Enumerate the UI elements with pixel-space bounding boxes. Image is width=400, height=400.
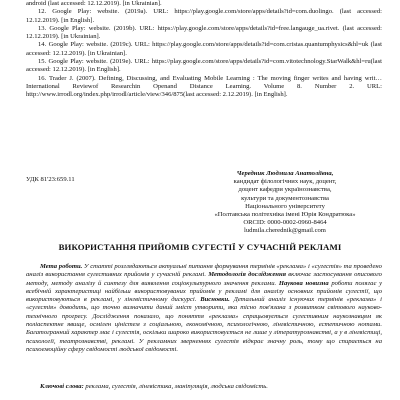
author-orcid: ORCID: 0000-0002-0960-8464 [243,219,327,227]
article-title: ВИКОРИСТАННЯ ПРИЙОМІВ СУГЕСТІЇ У СУЧАСНІЙ РЕКЛАМІ [58,242,342,252]
reference-item: 16. Trader J. (2007). Defining, Discussing, and Evaluating Mobile Learning : The moving finger writes and having writ… International Reviewof Researchin Openand Distance Learning. Volume 8. Number 2. URL: http://www.irrodl.org/index.php/irrodl/article/view/346/875(last accessed: 2.12.2019). [in English]. [26,74,382,99]
reference-item: 13. Google Play: website. (2019b). URL: https://play.google.com/store/apps/details?id=free.langauge_ua.rivet. (last accessed: 12.12.2019). [in Ukrainian]. [26,24,382,41]
keywords-text: реклама, сугестія, лінгвістика, маніпуляція, людська свідомість. [83,383,268,390]
author-degree: кандидат філологічних наук, доцент, [233,178,337,186]
reference-list [26,0,382,100]
abstract-method-text: включає застосування описового методу, методу аналізу й синтезу для виявлення соціокультурного значення реклами. [26,271,382,287]
udk-code: УДК 81'23:659.11 [26,176,75,183]
author-university-name: «Полтавська політехніка імені Юрія Кондратюка» [214,211,356,219]
author-name: Чередник Людмила Анатоліївна, [236,170,334,177]
abstract-novelty-text: роботи полягає у всебічній характеристиці найбільш використовуваних прийомів у рекламі для аналізу основних прийомів сугестії, що використовуються в рекламі, у лінгвістичному дискурсі. [26,279,383,304]
author-department: культури та документознавства [241,194,329,202]
author-block [200,170,370,236]
abstract-conclusions-text: Детальний аналіз існуючих термінів «реклама» і «сугестія» доводить, що точно визначити даний зміст утворити, яка тісно пов'язана з розвитком світового науково-технічного прогресу. Дослідження показало, що поняття «реклама» спрацьовується сугестивним наукознавцям як поліаспектне явище, осмілен ціністем з соціальною, економічною, психологічною, лінгвістичною, естетичною нотами. Багатогранний характер має і сугестія, оскільки широко використовується не лише у літературознавстві, а у в лінгвістиці, психології, театрознавстві, рекламі. У рекламних зверненнях сугестія відкрає значну роль, тому що спирається на психоемоційну сферу свідомості людської свідомості. [26,296,383,353]
author-position: доцент кафедри українознавства, [238,186,332,194]
abstract-conclusions-label: Висновки. [196,296,230,304]
abstract-goal-text: У статті розглядаються актуальні питання формування термінів «реклама» і «сугестія» та проведено аналіз використання сугестивних прийомів у сучасній рекламі. [26,263,382,279]
abstract [26,263,382,354]
abstract-method-label: Методологія дослідження [206,271,286,279]
keywords-label: Ключові слова: [40,383,84,390]
reference-item: android (last accessed: 12.12.2019). [in Ukrainian]. [26,0,162,7]
abstract-goal-label: Мета роботи. [40,263,83,270]
abstract-novelty-label: Наукова новизна [276,279,329,287]
keywords [26,383,382,391]
reference-item: 15. Google Play: website. (2019e). URL: https://play.google.com/store/apps/details?id=com.vitotechnology.StarWalk&hl=ru(last accessed: 12.12.2019). [in English]. [26,58,382,74]
author-university: Національного університету [245,202,325,210]
reference-item: 14. Google Play: website. (2019c). URL: https://play.google.com/store/apps/details?id=com.cristas.quantumphysics&hl=uk (last accessed: 12.12.2019). [in Ukrainian]. [26,41,382,57]
author-email: ludmila.cherednik@gmail.com [244,227,326,235]
reference-item: 12. Google Play: website. (2019a). URL: https://play.google.com/store/apps/details?id=com.duolingo. (last accessed: 12.12.2019). [in English]. [26,8,382,24]
